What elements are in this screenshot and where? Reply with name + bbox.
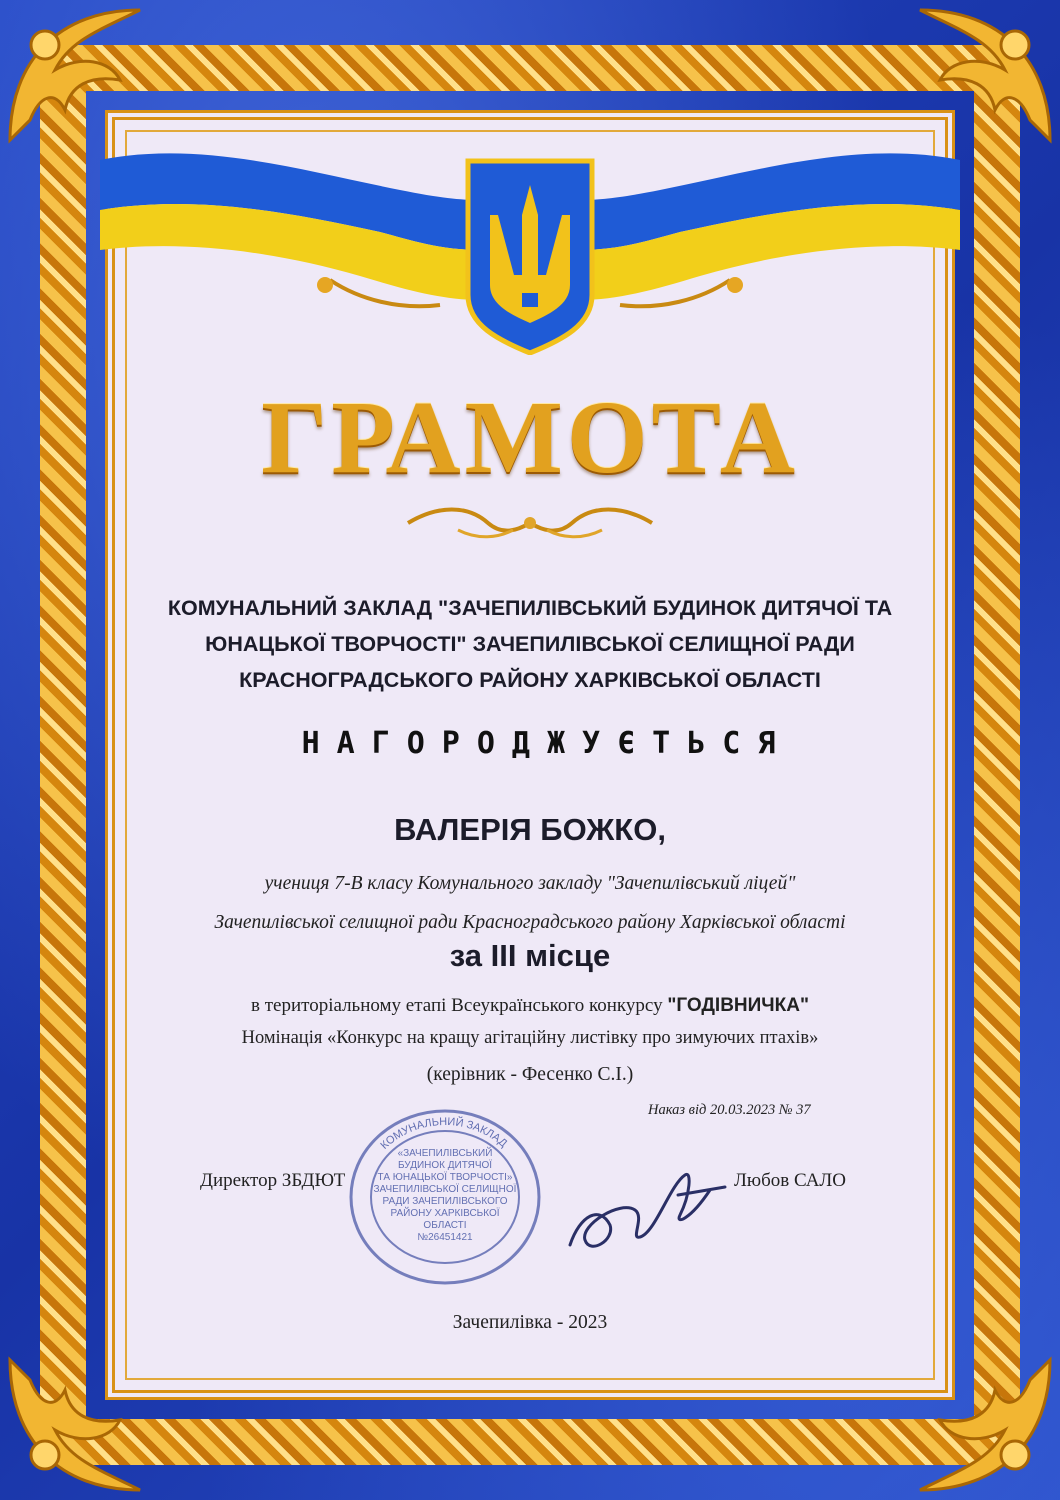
award-place: за ІІІ місце xyxy=(449,938,611,973)
order-reference: Наказ від 20.03.2023 № 37 xyxy=(648,1102,811,1118)
stamp-line: №26451421 xyxy=(417,1232,473,1243)
competition-name: "ГОДІВНИЧКА" xyxy=(667,995,809,1016)
stamp-ring-text: КОМУНАЛЬНИЙ ЗАКЛАД xyxy=(378,1115,510,1152)
stamp-text xyxy=(372,1148,518,1244)
document-title: ГРАМОТА xyxy=(261,380,799,495)
signature-icon xyxy=(560,1145,730,1265)
stamp-line: «ЗАЧЕПИЛІВСЬКИЙ xyxy=(397,1148,493,1159)
institution-line: КРАСНОГРАДСЬКОГО РАЙОНУ ХАРКІВСЬКОЇ ОБЛАСТІ xyxy=(239,668,821,692)
stamp-line: ТА ЮНАЦЬКОЇ ТВОРЧОСТІ» xyxy=(377,1172,513,1183)
institution-line: ЮНАЦЬКОЇ ТВОРЧОСТІ" ЗАЧЕПИЛІВСЬКОЇ СЕЛИЩНОЇ РАДИ xyxy=(205,632,855,656)
stamp-line: РАЙОНУ ХАРКІВСЬКОЇ xyxy=(390,1208,500,1219)
awarded-label: НАГОРОДЖУЄТЬСЯ xyxy=(301,726,793,761)
stamp-line: РАДИ ЗАЧЕПИЛІВСЬКОГО xyxy=(382,1196,508,1207)
institution-line: КОМУНАЛЬНИЙ ЗАКЛАД "ЗАЧЕПИЛІВСЬКИЙ БУДИНОК ДИТЯЧОЇ ТА xyxy=(167,596,893,620)
competition-line xyxy=(0,995,1060,1017)
institution-name xyxy=(0,590,1060,698)
director-title: Директор ЗБДЮТ xyxy=(200,1170,346,1191)
stamp-line: ОБЛАСТІ xyxy=(423,1220,467,1231)
competition-prefix: в територіальному етапі Всеукраїнського конкурсу xyxy=(251,995,668,1016)
nomination-line: Номінація «Конкурс на кращу агітаційну листівку про зимуючих птахів» xyxy=(241,1028,819,1048)
director-name: Любов САЛО xyxy=(734,1170,847,1191)
student-line: учениця 7-В класу Комунального закладу "Зачепилівський ліцей" xyxy=(264,873,796,894)
stamp-line: ЗАЧЕПИЛІВСЬКОЇ СЕЛИЩНОЇ xyxy=(373,1184,517,1195)
flourish-divider-icon xyxy=(398,500,662,546)
ornament-corner-icon xyxy=(0,1350,150,1500)
trident-emblem-icon xyxy=(462,155,598,355)
place-and-year: Зачепилівка - 2023 xyxy=(452,1312,608,1333)
supervisor-line: (керівник - Фесенко С.І.) xyxy=(426,1064,634,1085)
student-description xyxy=(0,864,1060,942)
awardee-name: ВАЛЕРІЯ БОЖКО, xyxy=(394,812,666,847)
ornament-corner-icon xyxy=(910,1350,1060,1500)
student-line: Зачепилівської селищної ради Красноградського району Харківської області xyxy=(214,912,846,933)
stamp-line: БУДИНОК ДИТЯЧОЇ xyxy=(397,1160,493,1171)
